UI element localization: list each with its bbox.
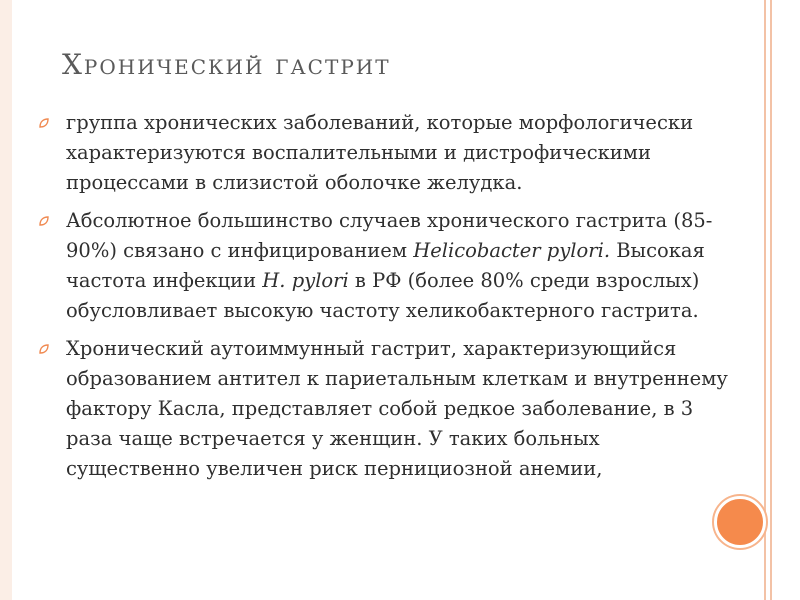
right-decorative-rule-2 xyxy=(770,0,772,600)
bullet-text-1: группа хронических заболеваний, которые морфологически характеризуются воспалительными и дистрофическими процессами в слизистой оболочке желудка. xyxy=(66,111,694,194)
slide-content xyxy=(38,108,738,492)
left-decorative-band xyxy=(0,0,12,600)
bullet-text-3: Хронический аутоиммунный гастрит, характеризующийся образованием антител к париетальным клеткам и внутреннему фактору Касла, представляет собой редкое заболевание, в 3 раза чаще встречается у женщин. У таких больных существенно увеличен риск пернициозной анемии, xyxy=(66,337,728,480)
leaf-bullet-icon xyxy=(38,206,54,227)
bullet-text-2e: в РФ (более 80% среди взрослых) обусловливает высокую частоту хеликобактерного гастрита. xyxy=(66,269,700,322)
slide-title: Хронический гастрит xyxy=(62,48,391,81)
decorative-orange-circle xyxy=(714,496,766,548)
bullet-text-2a: Абсолютное большинство случаев хронического гастрита (85-90%) связано с инфицированием xyxy=(66,209,713,262)
bullet-item-2 xyxy=(38,206,738,326)
bullet-text-2c: Высокая частота инфекции xyxy=(66,239,705,292)
bullet-text-2b-italic: Helicobacter pylori. xyxy=(413,239,611,262)
leaf-bullet-icon xyxy=(38,108,54,129)
right-decorative-rule xyxy=(764,0,766,600)
bullet-item-3 xyxy=(38,334,738,484)
bullet-text-2d-italic: H. pylori xyxy=(262,269,349,292)
leaf-bullet-icon xyxy=(38,334,54,355)
bullet-item-1 xyxy=(38,108,738,198)
